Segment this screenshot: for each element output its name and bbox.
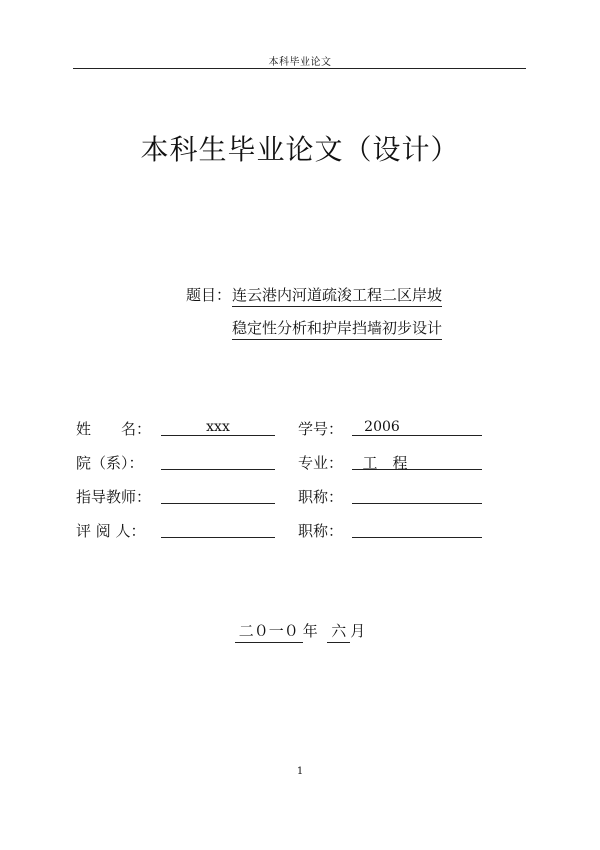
date	[0, 620, 600, 643]
date-month-unit: 月	[350, 622, 366, 640]
reviewer-title-label: 职称：	[298, 522, 344, 540]
advisor-title-underline	[352, 503, 482, 504]
department-label: 院（系）：	[76, 454, 144, 472]
name-underline	[161, 435, 275, 436]
reviewer-underline	[161, 537, 275, 538]
topic-line-1: 连云港内河道疏浚工程二区岸坡	[232, 284, 442, 307]
student-id-value: 2006	[364, 419, 400, 435]
thesis-title: 本科生毕业论文（设计）	[140, 133, 460, 166]
date-year: 二０一０	[235, 620, 303, 643]
student-id-label: 学号：	[298, 420, 344, 438]
name-label: 姓 名：	[76, 420, 152, 438]
student-id-underline	[352, 435, 482, 436]
name-value: xxx	[206, 419, 230, 435]
major-value: 工 程	[362, 454, 408, 472]
page-number: 1	[296, 766, 304, 777]
reviewer-title-underline	[352, 537, 482, 538]
advisor-underline	[161, 503, 275, 504]
topic-label: 题目：	[186, 286, 232, 304]
date-month: 六	[327, 620, 350, 643]
header-rule	[73, 68, 526, 69]
date-year-unit: 年	[302, 622, 318, 640]
advisor-label: 指导教师：	[76, 488, 152, 506]
department-underline	[161, 469, 275, 470]
topic-line-2: 稳定性分析和护岸挡墙初步设计	[232, 317, 442, 340]
advisor-title-label: 职称：	[298, 488, 344, 506]
major-label: 专业：	[298, 454, 344, 472]
reviewer-label: 评 阅 人：	[76, 522, 146, 540]
running-header: 本科毕业论文	[268, 57, 332, 68]
major-underline	[352, 469, 482, 470]
